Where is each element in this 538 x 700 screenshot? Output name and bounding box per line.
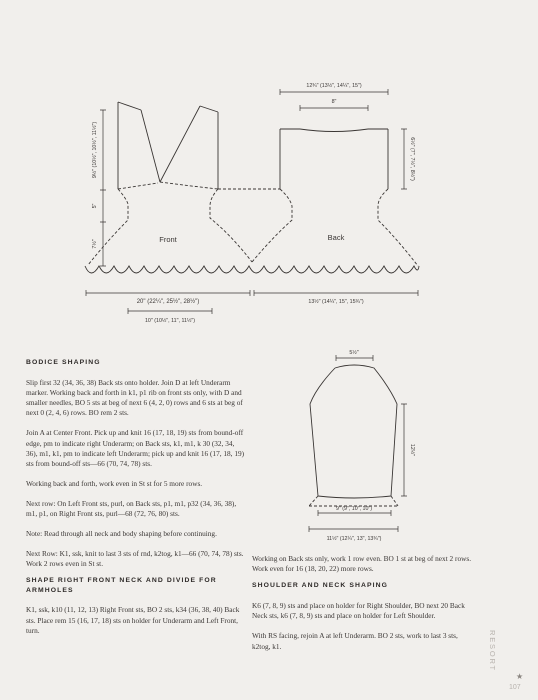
back-width-top: 12¾" (13½", 14¼", 15") (306, 83, 362, 89)
front-upper-height: 9½" (10½", 10½", 11½") (92, 121, 98, 179)
right-paragraph-1: Working on Back sts only, work 1 row even. BO 1 st at beg of next 2 rows. Work even for 16 (18, 20, 22) more rows. (252, 554, 472, 574)
back-left-side (252, 189, 292, 262)
sleeve-cuff (309, 496, 398, 506)
left-text-column (26, 358, 246, 646)
front-right-side (210, 189, 252, 262)
front-underbust-line (118, 182, 218, 189)
shoulder-neck-heading: SHOULDER AND NECK SHAPING (252, 582, 389, 590)
page-number: 107 (509, 684, 521, 691)
shape-paragraph-1: K1, ssk, k10 (11, 12, 13) Right Front sts, BO 2 sts, k34 (36, 38, 40) Back sts. Place rem 15 (16, 17, 18) sts on holder for Underarm and Left Front, turn. (26, 605, 240, 635)
back-right-side (378, 189, 418, 266)
front-lower-height: 7½" (92, 239, 98, 249)
back-label: Back (327, 233, 345, 242)
back-right-height: 6½" (7", 7½", 8½") (409, 137, 415, 181)
sleeve-schematic (309, 365, 398, 506)
back-bodice-outline (280, 129, 388, 189)
front-bodice-outline (118, 102, 218, 189)
front-mid-height: 5" (92, 203, 98, 209)
sleeve-cuff-width: 9" (9", 10", 10") (335, 506, 373, 512)
back-width-bottom: 13½" (14¼", 15", 15¾") (308, 299, 364, 305)
bodice-paragraph-5: Note: Read through all neck and body shaping before continuing. (26, 529, 217, 539)
dimension-lines (86, 89, 418, 314)
scalloped-hem (85, 266, 419, 273)
bodice-paragraph-4: Next row: On Left Front sts, purl, on Back sts, p1, m1, p32 (34, 36, 38), m1, p1, on Right Front sts, purl—68 (72, 76, 80) sts. (26, 499, 237, 519)
bodice-shaping-heading: BODICE SHAPING (26, 359, 101, 366)
bodice-paragraph-2: Join A at Center Front. Pick up and knit 16 (17, 18, 19) sts from bound-off edge, pm to indicate right Underarm; on Back sts, k1, m1, k 30 (32, 34, 36), m1, k1, pm to indicate left Underarm; pick up and knit 16 (17, 18, 19) sts from bound-off sts—66 (70, 74, 78) sts. (26, 428, 245, 469)
sleeve-height: 12½" (409, 443, 415, 457)
front-label: Front (159, 235, 177, 244)
sleeve-bottom-width: 11½" (12¼", 13", 13¾") (326, 536, 382, 542)
back-neck-width: 8" (331, 99, 337, 105)
section-label: RESORT (488, 630, 497, 672)
front-left-side (88, 189, 128, 265)
star-icon: ★ (516, 672, 524, 681)
bodice-paragraph-3: Working back and forth, work even in St st for 5 more rows. (26, 479, 203, 489)
right-text-column (252, 554, 474, 662)
front-width-waist: 10" (10½", 11", 11½") (144, 318, 196, 324)
sleeve-outline (310, 365, 397, 498)
front-back-schematic (85, 102, 419, 273)
sleeve-top-width: 5½" (349, 350, 359, 356)
right-paragraph-2: K6 (7, 8, 9) sts and place on holder for Right Shoulder, BO next 20 Back Neck sts, k6 (7, 8, 9) sts and place on holder for Left Shoulder. (252, 601, 465, 621)
bodice-paragraph-1: Slip first 32 (34, 36, 38) Back sts onto holder. Join D at left Underarm marker. Working back and forth in k1, p1 rib on front sts only, with D and smaller needles, BO 5 sts at beg of next 6 (4, 2, 0) rows and 6 sts at beg of next 0 (2, 4, 6) rows. BO rem 2 sts. (26, 377, 243, 418)
bodice-paragraph-6: Next Row: K1, ssk, knit to last 3 sts of rnd, k2tog, k1—66 (70, 74, 78) sts. Work 2 rows even in St st. (26, 549, 244, 569)
front-width-bottom: 20" (22¼", 25½", 28½") (136, 299, 200, 305)
shape-right-front-heading: SHAPE RIGHT FRONT NECK AND DIVIDE FOR ARMHOLES (26, 576, 217, 594)
right-paragraph-3: With RS facing, rejoin A at left Underarm. BO 2 sts, work to last 3 sts, k2tog, k1. (252, 631, 458, 651)
